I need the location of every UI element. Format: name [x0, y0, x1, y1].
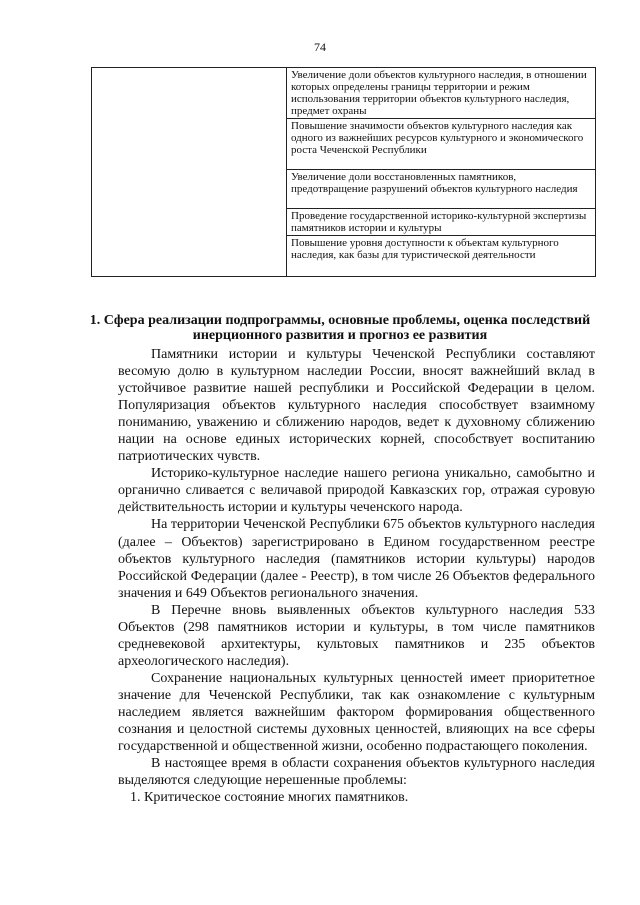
body-text	[118, 346, 595, 806]
paragraph: Сохранение национальных культурных ценностей имеет приоритетное значение для Чеченской Республики, так как ознакомление с культурным наследием является важнейшим фактором формирования общественного сознания и целостной системы духовных ценностей, влияющих на все сферы государственной и общественной жизни, особенно подрастающего поколения.	[118, 670, 595, 755]
table-cell	[287, 119, 596, 170]
table-cell-text: Увеличение доли объектов культурного наследия, в отношении которых определены границы территории и режим использования территории объектов культурного наследия, предмет охраны	[291, 69, 587, 117]
table-row	[92, 68, 596, 119]
table-cell	[287, 236, 596, 277]
table-cell	[287, 209, 596, 236]
indicators-table	[91, 67, 596, 277]
table-cell-text: Проведение государственной историко-культурной экспертизы памятников истории и культуры	[291, 210, 587, 234]
page-number: 74	[314, 40, 326, 54]
table-empty-cell	[92, 68, 287, 277]
section-heading: 1. Сфера реализации подпрограммы, основные проблемы, оценка последствий инерционного развития и прогноз ее развития	[89, 313, 591, 343]
paragraph: Памятники истории и культуры Чеченской Республики составляют весомую долю в культурном наследии России, вносят важнейший вклад в устойчивое развитие нашей республики и Российской Федерации в целом. Популяризация объектов культурного наследия способствует взаимному пониманию, уважению и сближению народов, ведет к духовному сближению нации на основе единых исторических корней, способствует воспитанию патриотических чувств.	[118, 347, 595, 465]
paragraph: В Перечне вновь выявленных объектов культурного наследия 533 Объектов (298 памятников истории и культуры, в том числе памятников средневековой архитектуры, культовых памятников и 235 объектов археологического наследия).	[118, 602, 595, 669]
table-cell	[287, 68, 596, 119]
paragraph: На территории Чеченской Республики 675 объектов культурного наследия (далее – Объектов) зарегистрировано в Едином государственном реестре объектов культурного наследия (памятников истории культуры) народов Российской Федерации (далее - Реестр), в том числе 26 Объектов федерального значения и 649 Объектов регионального значения.	[118, 517, 595, 601]
paragraph: Историко-культурное наследие нашего региона уникально, самобытно и органично сливается с величавой природой Кавказских гор, отражая суровую действительность истории и культуры чеченского народа.	[118, 466, 595, 516]
table-cell-text: Повышение значимости объектов культурного наследия как одного из важнейших ресурсов культурного и экономического роста Чеченской Республики	[291, 120, 584, 156]
table-cell-text: Повышение уровня доступности к объектам культурного наследия, как базы для туристической деятельности	[291, 237, 559, 261]
table-cell-text: Увеличение доли восстановленных памятников, предотвращение разрушений объектов культурного наследия	[291, 171, 578, 195]
problems-list	[118, 789, 595, 806]
table-cell	[287, 170, 596, 209]
paragraph: В настоящее время в области сохранения объектов культурного наследия выделяются следующие нерешенные проблемы:	[118, 756, 595, 789]
list-item: 1. Критическое состояние многих памятников.	[130, 790, 409, 806]
